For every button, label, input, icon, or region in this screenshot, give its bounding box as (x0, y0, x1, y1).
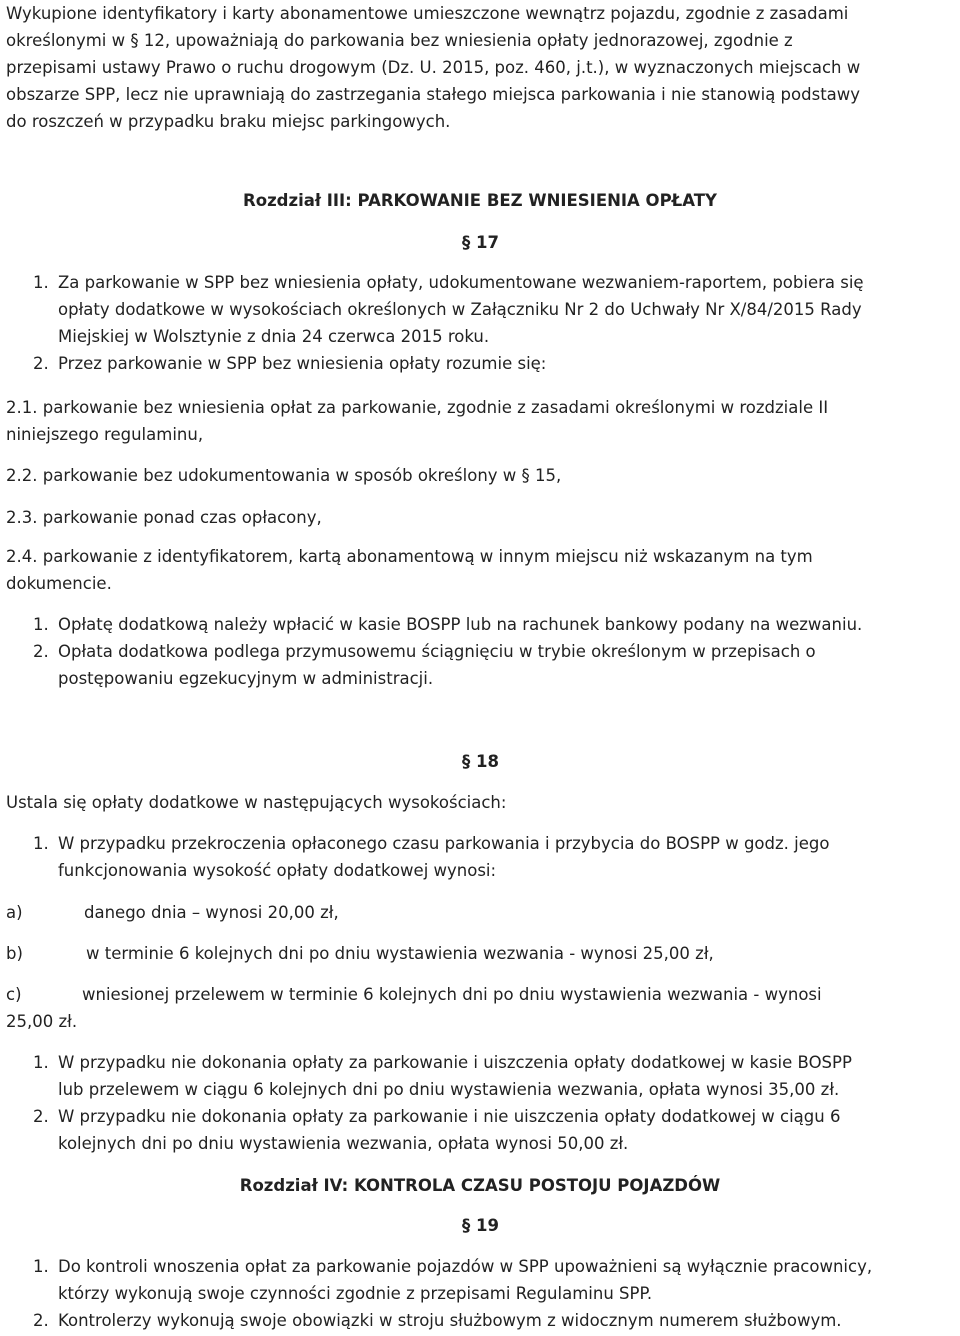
letter-text: wniesionej przelewem w terminie 6 kolejnych dni po dniu wystawienia wezwania - wynosi (82, 985, 822, 1004)
letter-item-a (6, 899, 956, 926)
list-item (33, 350, 958, 377)
section-19-list (33, 1253, 958, 1334)
list-item-number: 2. (33, 354, 49, 373)
list-item-line: postępowaniu egzekucyjnym w administracji. (58, 669, 434, 688)
chapter-3-title: Rozdział III: PARKOWANIE BEZ WNIESIENIA OPŁATY (243, 191, 717, 210)
intro-line: Wykupione identyfikatory i karty abonamentowe umieszczone wewnątrz pojazdu, zgodnie z zasadami (6, 4, 849, 23)
list-item-line: Opłata dodatkowa podlega przymusowemu ściągnięciu w trybie określonym w przepisach o (58, 642, 816, 661)
letter-item-c (6, 981, 956, 1035)
list-item (33, 1103, 958, 1157)
list-item (33, 611, 958, 638)
list-item-line: Opłatę dodatkową należy wpłacić w kasie BOSPP lub na rachunek bankowy podany na wezwaniu. (58, 615, 863, 634)
list-item-line: W przypadku nie dokonania opłaty za parkowanie i uiszczenia opłaty dodatkowej w kasie BOSPP (58, 1053, 852, 1072)
letter-item-b (6, 940, 956, 967)
subitem-line: 2.2. parkowanie bez udokumentowania w sposób określony w § 15, (6, 466, 562, 485)
payment-list (33, 611, 958, 692)
list-item-number: 2. (33, 1107, 49, 1126)
list-item (33, 638, 958, 692)
chapter-4-title: Rozdział IV: KONTROLA CZASU POSTOJU POJAZDÓW (239, 1176, 721, 1195)
list-item (33, 830, 958, 884)
list-item-line: kolejnych dni po dniu wystawienia wezwania, opłata wynosi 50,00 zł. (58, 1134, 629, 1153)
subitem-line: 2.1. parkowanie bez wniesienia opłat za parkowanie, zgodnie z zasadami określonymi w rozdziale II (6, 398, 829, 417)
list-item-line: Za parkowanie w SPP bez wniesienia opłaty, udokumentowane wezwaniem-raportem, pobiera się (58, 273, 864, 292)
subitem-line: 2.4. parkowanie z identyfikatorem, kartą abonamentową w innym miejscu niż wskazanym na tym (6, 547, 813, 566)
list-item-number: 1. (33, 834, 49, 853)
subitem-line: niniejszego regulaminu, (6, 425, 204, 444)
section-18-label: § 18 (462, 752, 499, 771)
list-item (33, 1253, 958, 1307)
letter-text-continuation: 25,00 zł. (6, 1012, 78, 1031)
letter-text: danego dnia – wynosi 20,00 zł, (84, 903, 339, 922)
list-item-number: 2. (33, 642, 49, 661)
list-item-line: którzy wykonują swoje czynności zgodnie z przepisami Regulaminu SPP. (58, 1284, 653, 1303)
list-item-line: opłaty dodatkowe w wysokościach określonych w Załączniku Nr 2 do Uchwały Nr X/84/2015 Rady (58, 300, 862, 319)
subitem-line: 2.3. parkowanie ponad czas opłacony, (6, 508, 322, 527)
list-item-line: Do kontroli wnoszenia opłat za parkowanie pojazdów w SPP upoważnieni są wyłącznie pracownicy, (58, 1257, 873, 1276)
list-item-number: 1. (33, 1053, 49, 1072)
intro-line: do roszczeń w przypadku braku miejsc parkingowych. (6, 112, 451, 131)
list-item-number: 1. (33, 1257, 49, 1276)
list-item (33, 1307, 958, 1334)
section-18-list (33, 1049, 958, 1157)
letter-label: b) (6, 944, 23, 963)
list-item-line: W przypadku nie dokonania opłaty za parkowanie i nie uiszczenia opłaty dodatkowej w ciągu 6 (58, 1107, 841, 1126)
section-19-label: § 19 (462, 1216, 499, 1235)
section-18-item-1 (33, 830, 958, 884)
letter-label: c) (6, 985, 22, 1004)
list-item-line: Przez parkowanie w SPP bez wniesienia opłaty rozumie się: (58, 354, 547, 373)
subitem-2-1 (6, 394, 956, 448)
list-item-line: funkcjonowania wysokość opłaty dodatkowej wynosi: (58, 861, 497, 880)
subitem-line: dokumencie. (6, 574, 112, 593)
section-18-lead: Ustala się opłaty dodatkowe w następujących wysokościach: (6, 793, 507, 812)
intro-line: obszarze SPP, lecz nie uprawniają do zastrzegania stałego miejsca parkowania i nie stanowią podstawy (6, 85, 861, 104)
list-item-line: lub przelewem w ciągu 6 kolejnych dni po dniu wystawienia wezwania, opłata wynosi 35,00 zł. (58, 1080, 840, 1099)
list-item (33, 269, 958, 350)
letter-label: a) (6, 903, 23, 922)
list-item-line: Kontrolerzy wykonują swoje obowiązki w stroju służbowym z widocznym numerem służbowym. (58, 1311, 842, 1330)
list-item-line: W przypadku przekroczenia opłaconego czasu parkowania i przybycia do BOSPP w godz. jego (58, 834, 830, 853)
subitem-2-2 (6, 462, 956, 489)
section-17-label: § 17 (462, 233, 499, 252)
intro-paragraph (6, 0, 956, 135)
subitem-2-3 (6, 504, 956, 531)
intro-line: przepisami ustawy Prawo o ruchu drogowym (Dz. U. 2015, poz. 460, j.t.), w wyznaczonych miejscach w (6, 58, 861, 77)
list-item (33, 1049, 958, 1103)
list-item-number: 2. (33, 1311, 49, 1330)
intro-line: określonymi w § 12, upoważniają do parkowania bez wniesienia opłaty jednorazowej, zgodnie z (6, 31, 793, 50)
letter-text: w terminie 6 kolejnych dni po dniu wystawienia wezwania - wynosi 25,00 zł, (86, 944, 714, 963)
list-item-number: 1. (33, 615, 49, 634)
list-item-number: 1. (33, 273, 49, 292)
section-17-list (33, 269, 958, 377)
list-item-line: Miejskiej w Wolsztynie z dnia 24 czerwca 2015 roku. (58, 327, 490, 346)
subitem-2-4 (6, 543, 956, 597)
